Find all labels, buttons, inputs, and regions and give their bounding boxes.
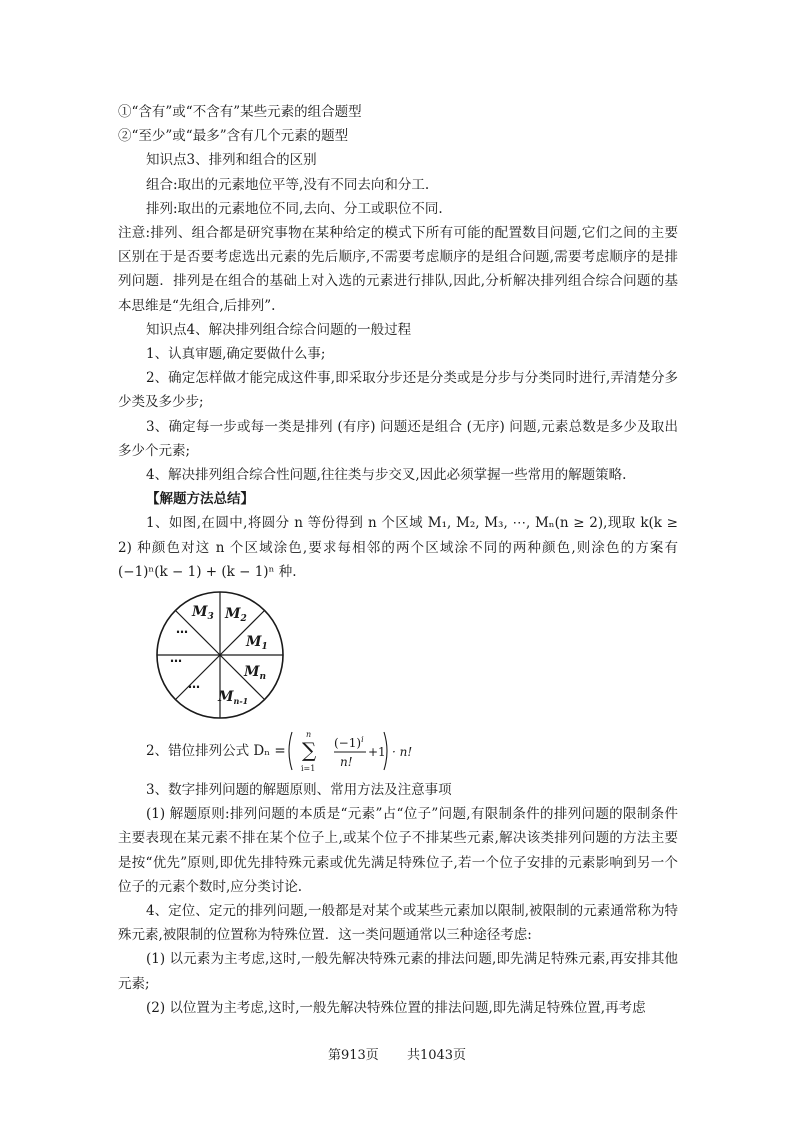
ellipsis-3: …	[188, 677, 200, 692]
text-paragraph: (2) 以位置为主考虑,这时,一般先解决特殊位置的排法问题,即先满足特殊位置,再考虑	[146, 999, 646, 1016]
text-line: 2、确定怎样做才能完成这件事,即采取分步还是分类或是分步与分类同时进行,弄清楚分多少类及多少步;	[118, 370, 678, 411]
ellipsis-2: …	[170, 651, 182, 666]
method-summary-heading: 【解题方法总结】	[146, 491, 254, 508]
coloring-paragraph: 1、如图,在圆中,将圆分 n 等份得到 n 个区域 M₁, M₂, M₃, ⋯, Mₙ(n ≥ 2),现取 k(k ≥ 2) 种颜色对这 n 个区域涂色,要求每相邻的两个区域涂不同的两种颜色,则涂色的方案有 (−1)ⁿ(k − 1) + (k − 1)ⁿ 种.	[118, 515, 678, 580]
numerator: $(-1)^i$	[333, 735, 364, 751]
denominator: n!	[339, 755, 353, 770]
principle-paragraph: (1) 解题原则:排列问题的本质是“元素”占“位子”问题,有限制条件的排列问题的限制条件主要表现在某元素不排在某个位子上,或某个位子不排某些元素,解决该类排列问题的方法主要是按“优先”原则,即优先排特殊元素或优先满足特殊位子,若一个位子安排的元素影响到另一个位子的元素个数时,应分类讨论.	[118, 806, 678, 895]
formula-label: 2、错位排列公式 Dₙ =	[146, 742, 286, 759]
note-paragraph: 注意:排列、组合都是研究事物在某种给定的模式下所有可能的配置数目问题,它们之间的主要区别在于是否要考虑选出元素的先后顺序,不需要考虑顺序的是组合问题,需要考虑顺序的是排列问题．排列是在组合的基础上对入选的元素进行排队,因此,分析解决排列组合综合问题的基本思维是“先组合,后排列”.	[118, 225, 678, 314]
text-line: ②“至少”或“最多”含有几个元素的题型	[118, 128, 349, 145]
text-line: 组合:取出的元素地位平等,没有不同去向和分工.	[146, 176, 430, 193]
sigma-symbol: ∑	[301, 738, 316, 763]
section-heading: 知识点4、解决排列组合综合问题的一般过程	[146, 321, 412, 338]
left-paren	[289, 732, 292, 770]
section-heading: 知识点3、排列和组合的区别	[146, 152, 317, 169]
sum-lower: i=1	[300, 764, 316, 774]
document-body	[118, 100, 678, 1020]
page-total: 共1043页	[406, 1048, 467, 1063]
region-label-m2: $M_2$	[225, 606, 247, 625]
text-line: 排列:取出的元素地位不同,去向、分工或职位不同.	[146, 200, 443, 217]
page-number: 第913页	[327, 1048, 379, 1063]
formula-expression	[286, 728, 436, 774]
region-label-m1: $M_1$	[246, 634, 268, 653]
text-paragraph: (1) 以元素为主考虑,这时,一般先解决特殊元素的排法问题,即先满足特殊元素,再安排其他元素;	[118, 951, 678, 992]
sum-upper: n	[305, 730, 311, 740]
section-heading: 3、数字排列问题的解题原则、常用方法及注意事项	[146, 782, 452, 799]
text-line: 3、确定每一步或每一类是排列 (有序) 问题还是组合 (无序) 问题,元素总数是多少及取出多少个元素;	[118, 418, 678, 459]
circle-sector-figure	[152, 588, 678, 724]
region-label-mn-1: $M_{n-1}$	[218, 689, 249, 707]
circle-diagram	[152, 588, 292, 724]
text-line: ①“含有”或“不含有”某些元素的组合题型	[118, 104, 362, 120]
text-line: 4、解决排列组合综合性问题,往往类与步交叉,因此必须掌握一些常用的解题策略.	[146, 467, 627, 484]
ellipsis-1: …	[176, 622, 188, 637]
region-label-m3: $M_3$	[192, 604, 214, 623]
page-footer	[0, 1044, 794, 1063]
text-paragraph: 4、定位、定元的排列问题,一般都是对某个或某些元素加以限制,被限制的元素通常称为特殊元素,被限制的位置称为特殊位置．这一类问题通常以三种途径考虑:	[118, 903, 678, 944]
derangement-formula	[118, 728, 678, 774]
region-label-mn: $M_n$	[244, 664, 267, 683]
plus-one: +1	[367, 745, 386, 760]
text-line: 1、认真审题,确定要做什么事;	[146, 346, 326, 363]
formula-tail: · n!	[391, 745, 412, 760]
